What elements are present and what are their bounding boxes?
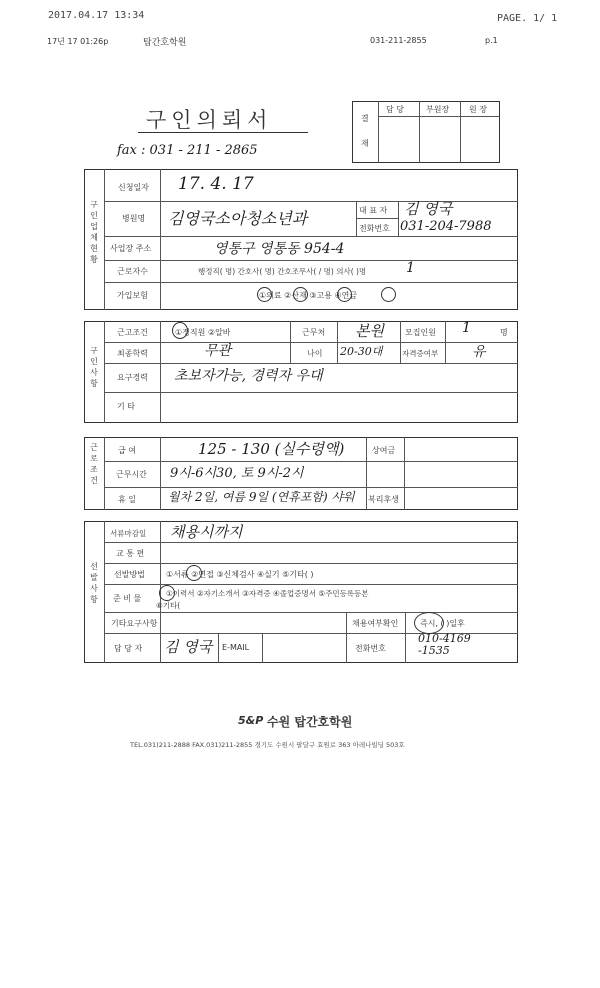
salary-label: 급 여 [118,446,136,455]
section4-label: 선 발 사 항 [90,562,98,604]
title-underline [138,132,308,133]
staff-value: 행정직( 명) 간호사( 명) 간호조무사( / 명) 의사( )명 [198,267,367,276]
academy-contact-info: TEL.031)211-2888 FAX.031)211-2855 경기도 수원시 팔달구 효원로 363 아레나빌딩 503호 [130,741,405,749]
headcount-value: 1 [462,320,471,336]
approval-label-top: 결 [361,114,369,123]
staff-label: 근로자수 [117,267,148,276]
contact-value: 김 영국 [164,638,213,656]
age-label: 나이 [307,349,323,358]
method-value: ①서류 ②면접 ③신체검사 ④실기 ⑤기타( ) [166,570,314,579]
requirement-value: 초보자가능, 경력자 우대 [174,368,323,384]
requirement-label: 요구경력 [117,373,148,382]
condition-value: ①정직원 ②알바 [175,328,231,337]
date-label: 신청일자 [118,183,149,192]
fax-page-indicator: PAGE. 1/ 1 [497,13,558,24]
docs-label: 준 비 물 [113,594,142,603]
academy-logo: 5&P [238,714,264,727]
holiday-value: 월차 2일, 여름 9일 (연휴포함) 샤워 [168,490,355,504]
bonus-label: 상여금 [372,446,396,455]
section2-label: 구 인 사 항 [90,346,98,388]
approval-col-staff: 담 당 [386,105,404,114]
hours-label: 근무시간 [116,470,147,479]
address-label: 사업장 주소 [110,244,152,253]
hospital-label: 병원명 [122,214,146,223]
fax-timestamp: 2017.04.17 13:34 [48,10,145,21]
docs-value: ①이력서 ②자기소개서 ③자격증 ④졸업증명서 ⑤주민등록등본 [166,589,369,598]
headcount-label: 모집인원 [405,328,436,337]
hospital-value: 김영국소아청소년과 [168,209,308,228]
fax-page-number: p.1 [485,36,498,45]
section1-label: 구 인 업 체 현 황 [90,200,98,264]
holiday-label: 휴 일 [118,495,136,504]
fax-sent-time: 17년 17 01:26p [47,37,109,46]
phone-value: 031-204-7988 [400,219,492,234]
date-value: 17. 4. 17 [178,174,254,194]
condition-label: 근고조건 [117,328,148,337]
deadline-value: 채용시까지 [170,523,243,541]
approval-label-bottom: 재 [361,139,369,148]
staff-count-note: 1 [406,260,415,276]
education-label: 최종학력 [117,349,148,358]
welfare-label: 복리후생 [368,495,399,504]
license-value: 유 [472,344,486,360]
phone-label: 전화번호 [359,224,390,233]
hours-value: 9시-6시30, 토 9시-2시 [170,466,304,481]
fax-note: fax : 031 - 211 - 2865 [117,143,258,158]
approval-col-director: 원 장 [469,105,487,114]
academy-name: 수원 탑간호학원 [267,715,353,729]
section3-label: 근 로 조 건 [90,443,98,485]
tel-label: 전화번호 [355,644,386,653]
hire-value: 즉시, ( )일후 [420,619,465,628]
docs-etc: ⑥기타( [156,601,181,610]
contact-label: 담 당 자 [114,644,143,653]
method-label: 선발방법 [114,570,145,579]
tel-value: 010-4169 -1535 [418,632,471,657]
ceo-label: 대 표 자 [359,206,388,215]
fax-sender-name: 탑간호학원 [143,38,187,48]
other-requirement-label: 기타요구사항 [111,619,158,628]
salary-value: 125 - 130 (실수령액) [198,440,345,458]
headcount-unit: 명 [500,328,508,337]
form-title: 구인의뢰서 [146,108,273,132]
workplace-value: 본원 [355,322,384,340]
ceo-value: 김 영국 [404,200,453,218]
email-label: E-MAIL [222,643,250,652]
workplace-label: 근무처 [302,328,326,337]
hire-label: 채용여부확인 [352,619,399,628]
address-value: 영통구 영통동 954-4 [214,241,345,257]
insurance-value: ①의료 ②산재 ③고용 ④연금 [259,291,358,300]
age-value: 20-30대 [340,345,383,358]
transport-label: 교 통 편 [116,549,145,558]
insurance-label: 가입보험 [117,291,148,300]
etc-label: 기 타 [117,402,135,411]
education-value: 무관 [204,343,232,359]
license-label: 자격증여부 [402,349,439,358]
deadline-label: 서류마감일 [110,529,147,538]
fax-sender-number: 031-211-2855 [370,36,427,45]
approval-col-vice: 부원장 [426,105,450,114]
